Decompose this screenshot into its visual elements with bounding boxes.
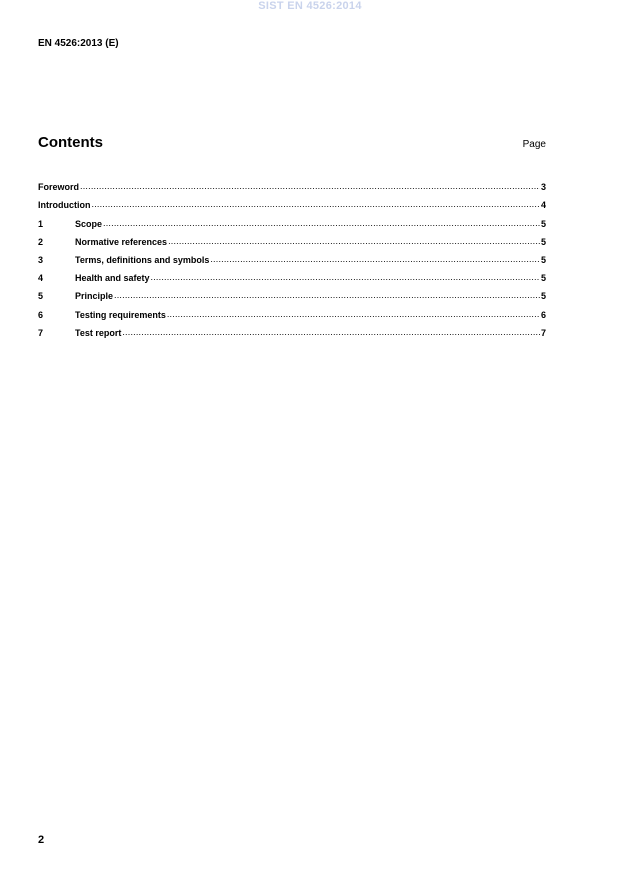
toc-leader-dots [210,254,540,264]
toc-entry-normative-references[interactable] [38,229,546,247]
toc-entry-page: 4 [540,200,546,211]
toc-entry-page: 5 [540,218,546,229]
toc-entry-number: 7 [38,327,44,338]
toc-leader-dots [80,181,540,191]
toc-entry-page: 5 [540,273,546,284]
toc-entry-page: 3 [540,182,546,193]
page-number: 2 [38,834,45,846]
toc-entry-scope[interactable] [38,210,546,228]
contents-heading: Contents [38,134,103,151]
toc-entry-label: Health and safety [75,273,150,284]
toc-entry-health-and-safety[interactable] [38,265,546,283]
toc-entry-number: 3 [38,254,44,265]
toc-entry-label: Scope [75,218,103,229]
toc-entry-number: 5 [38,291,44,302]
toc-entry-page: 5 [540,291,546,302]
page-column-label: Page [522,139,546,150]
toc-leader-dots [168,236,540,246]
toc-entry-number: 4 [38,273,44,284]
table-of-contents [38,174,546,338]
toc-entry-page: 5 [540,254,546,265]
toc-entry-number: 2 [38,236,44,247]
toc-entry-page: 7 [540,327,546,338]
toc-entry-foreword[interactable] [38,174,546,192]
toc-entry-label: Testing requirements [75,309,166,320]
toc-entry-label: Test report [75,327,122,338]
toc-entry-principle[interactable] [38,283,546,301]
toc-entry-label: Foreword [38,182,80,193]
toc-entry-number: 1 [38,218,44,229]
toc-entry-introduction[interactable] [38,192,546,210]
toc-entry-label: Principle [75,291,114,302]
toc-entry-label: Introduction [38,200,91,211]
toc-entry-label: Terms, definitions and symbols [75,254,210,265]
toc-entry-page: 5 [540,236,546,247]
toc-entry-testing-requirements[interactable] [38,301,546,319]
toc-leader-dots [114,290,540,300]
toc-entry-page: 6 [540,309,546,320]
watermark: SIST EN 4526:2014 [258,0,362,12]
toc-entry-number: 6 [38,309,44,320]
toc-leader-dots [122,327,540,337]
document-identifier: EN 4526:2013 (E) [38,38,119,49]
toc-leader-dots [103,218,540,228]
toc-leader-dots [92,199,540,209]
toc-leader-dots [151,272,540,282]
toc-entry-label: Normative references [75,236,168,247]
toc-entry-terms-definitions-symbols[interactable] [38,247,546,265]
toc-entry-test-report[interactable] [38,320,546,338]
toc-leader-dots [167,309,540,319]
